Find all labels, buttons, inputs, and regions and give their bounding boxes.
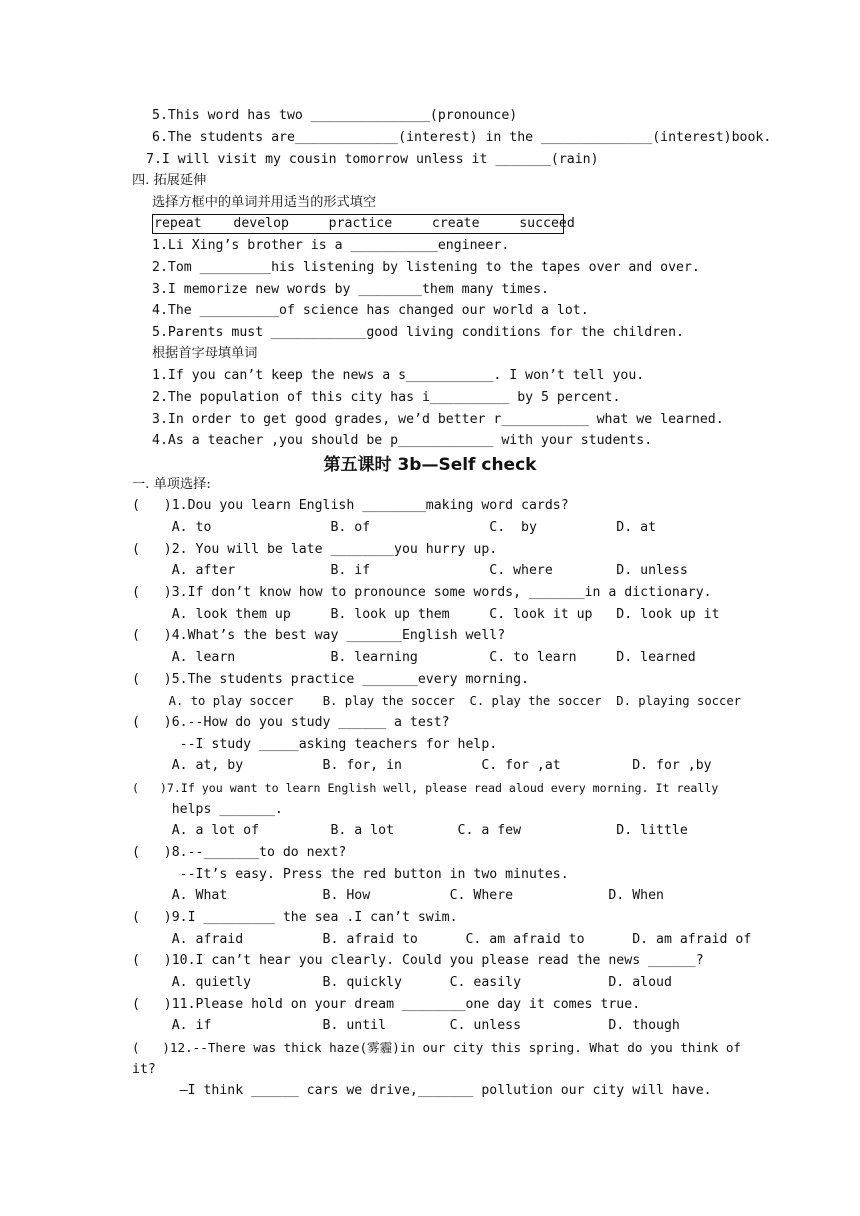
- options-line: A. at, by B. for, in C. for ,at D. for ,by: [132, 758, 712, 773]
- question-line: —I think ______ cars we drive,_______ pollution our city will have.: [132, 1083, 712, 1098]
- exercise-line: 1.Li Xing’s brother is a ___________engineer.: [152, 238, 510, 253]
- question-line: ( )11.Please hold on your dream ________one day it comes true.: [132, 997, 641, 1012]
- question-line: ( )1.Dou you learn English ________making word cards?: [132, 498, 569, 513]
- question-line: ( )5.The students practice _______every morning.: [132, 672, 529, 687]
- question-line: helps _______.: [132, 802, 283, 817]
- question-line: ( )9.I _________ the sea .I can’t swim.: [132, 910, 458, 925]
- exercise-line: 4.The __________of science has changed our world a lot.: [152, 303, 589, 318]
- question-line: ( )10.I can’t hear you clearly. Could you please read the news ______?: [132, 953, 704, 968]
- options-line: A. if B. until C. unless D. though: [132, 1018, 680, 1033]
- options-line: A. look them up B. look up them C. look it up D. look up it: [132, 607, 720, 622]
- options-line: A. learn B. learning C. to learn D. learned: [132, 650, 696, 665]
- exercise-line: 3.I memorize new words by ________them many times.: [152, 282, 549, 297]
- options-line: A. quietly B. quickly C. easily D. aloud: [132, 975, 672, 990]
- exercise-line: 3.In order to get good grades, we’d better r___________ what we learned.: [152, 412, 724, 427]
- options-line: A. afraid B. afraid to C. am afraid to D. am afraid of: [132, 932, 752, 947]
- question-line: it?: [132, 1062, 156, 1077]
- lesson-title: 第五课时 3b—Self check: [323, 455, 537, 475]
- question-line: --I study _____asking teachers for help.: [132, 737, 498, 752]
- question-line: ( )6.--How do you study ______ a test?: [132, 715, 450, 730]
- question-line: ( )3.If don’t know how to pronounce some words, _______in a dictionary.: [132, 585, 712, 600]
- options-line: A. a lot of B. a lot C. a few D. little: [132, 823, 688, 838]
- exercise-line: 5.Parents must ____________good living conditions for the children.: [152, 325, 684, 340]
- options-line: A. after B. if C. where D. unless: [132, 563, 688, 578]
- options-line: A. to B. of C. by D. at: [132, 520, 657, 535]
- question-line: ( )2. You will be late ________you hurry up.: [132, 542, 498, 557]
- exercise-line: 4.As a teacher ,you should be p____________ with your students.: [152, 433, 653, 448]
- question-line: ( )8.--_______to do next?: [132, 845, 347, 860]
- question-line: ( )12.--There was thick haze(雾霾)in our city this spring. What do you think of: [132, 1040, 742, 1055]
- word-box-words: repeat develop practice create succeed: [154, 216, 575, 231]
- exercise-line: 5.This word has two _______________(pronounce): [152, 108, 518, 123]
- exercise-line: 2.The population of this city has i__________ by 5 percent.: [152, 390, 621, 405]
- exercise-line: 7.I will visit my cousin tomorrow unless it _______(rain): [146, 152, 599, 167]
- section-heading: 一. 单项选择:: [132, 477, 211, 492]
- question-line: ( )7.If you want to learn English well, please read aloud every morning. It really: [132, 781, 719, 795]
- exercise-line: 2.Tom _________his listening by listening to the tapes over and over.: [152, 260, 700, 275]
- options-line: A. to play soccer B. play the soccer C. play the soccer D. playing soccer: [132, 694, 742, 708]
- question-line: --It’s easy. Press the red button in two minutes.: [132, 867, 569, 882]
- options-line: A. What B. How C. Where D. When: [132, 888, 664, 903]
- exercise-line: 1.If you can’t keep the news a s___________. I won’t tell you.: [152, 368, 645, 383]
- question-line: ( )4.What’s the best way _______English well?: [132, 628, 506, 643]
- instruction-text: 根据首字母填单词: [152, 346, 258, 361]
- section-heading: 四. 拓展延伸: [132, 173, 207, 188]
- exercise-line: 6.The students are_____________(interest) in the ______________(interest)book.: [152, 130, 772, 145]
- instruction-text: 选择方框中的单词并用适当的形式填空: [152, 195, 377, 210]
